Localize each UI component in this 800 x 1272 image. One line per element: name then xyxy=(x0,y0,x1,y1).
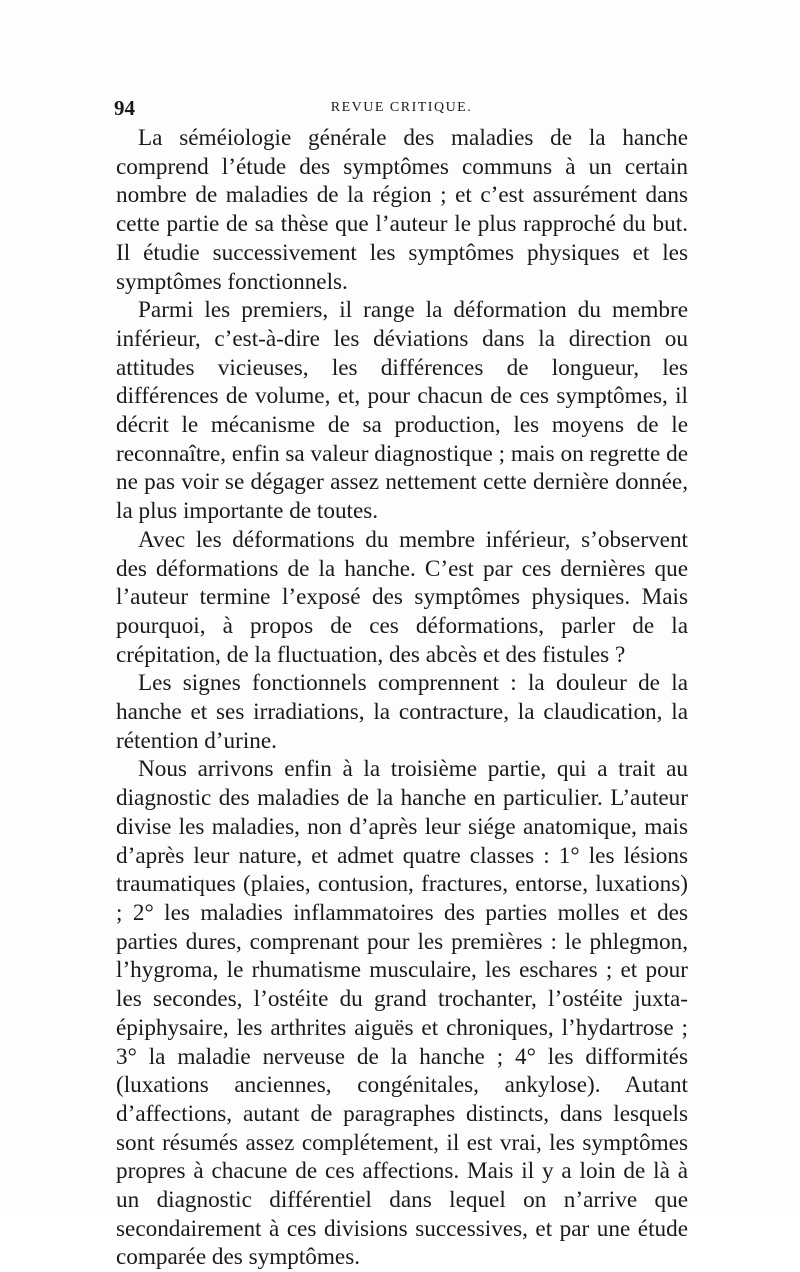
running-head xyxy=(114,96,689,120)
paragraph-physical-symptoms: Parmi les premiers, il range la déformation du membre inférieur, c’est-à-dire les déviations dans la direction ou attitudes vicieuses, les différences de longueur, les différences de volume, et, pour chacun de ces symptômes, il décrit le mécanisme de sa production, les moyens de le reconnaître, enfin sa valeur diagnostique ; mais on regrette de ne pas voir se dégager assez nettement cette dernière donnée, la plus importante de toutes. xyxy=(116,297,688,525)
page-number: 94 xyxy=(114,96,135,120)
paragraph-semeiology: La séméiologie générale des maladies de la hanche comprend l’étude des symptômes communs à un certain nombre de maladies de la région ; et c’est assurément dans cette partie de sa thèse que l’auteur le plus rapproché du but. Il étudie successivement les symptômes physiques et les symptômes fonctionnels. xyxy=(116,125,688,295)
paragraph-functional-signs: Les signes fonctionnels comprennent : la douleur de la hanche et ses irradiations, la contracture, la claudication, la rétention d’urine. xyxy=(116,670,688,754)
body-text xyxy=(116,124,688,1272)
running-head-title: REVUE CRITIQUE. xyxy=(330,100,473,115)
paragraph-hip-deformations: Avec les déformations du membre inférieur, s’observent des déformations de la hanche. C’est par ces dernières que l’auteur termine l’exposé des symptômes physiques. Mais pourquoi, à propos de ces déformations, parler de la crépitation, de la fluctuation, des abcès et des fistules ? xyxy=(116,526,688,668)
paragraph-diagnosis: Nous arrivons enfin à la troisième partie, qui a trait au diagnostic des maladies de la hanche en particulier. L’auteur divise les maladies, non d’après leur siége anatomique, mais d’après leur nature, et admet quatre classes : 1° les lésions traumatiques (plaies, contusion, fractures, entorse, luxations) ; 2° les maladies inflammatoires des parties molles et des parties dures, comprenant pour les premières : le phlegmon, l’hygroma, le rhumatisme musculaire, les eschares ; et pour les secondes, l’ostéite du grand trochanter, l’ostéite juxta-épiphysaire, les arthrites aiguës et chroniques, l’hydartrose ; 3° la maladie nerveuse de la hanche ; 4° les difformités (luxations anciennes, congénitales, ankylose). Autant d’affections, autant de paragraphes distincts, dans lesquels sont résumés assez complétement, il est vrai, les symptômes propres à chacune de ces affections. Mais il y a loin de là à un diagnostic différentiel dans lequel on n’arrive que secondairement à ces divisions successives, et par une étude comparée des symptômes. xyxy=(116,756,688,1271)
